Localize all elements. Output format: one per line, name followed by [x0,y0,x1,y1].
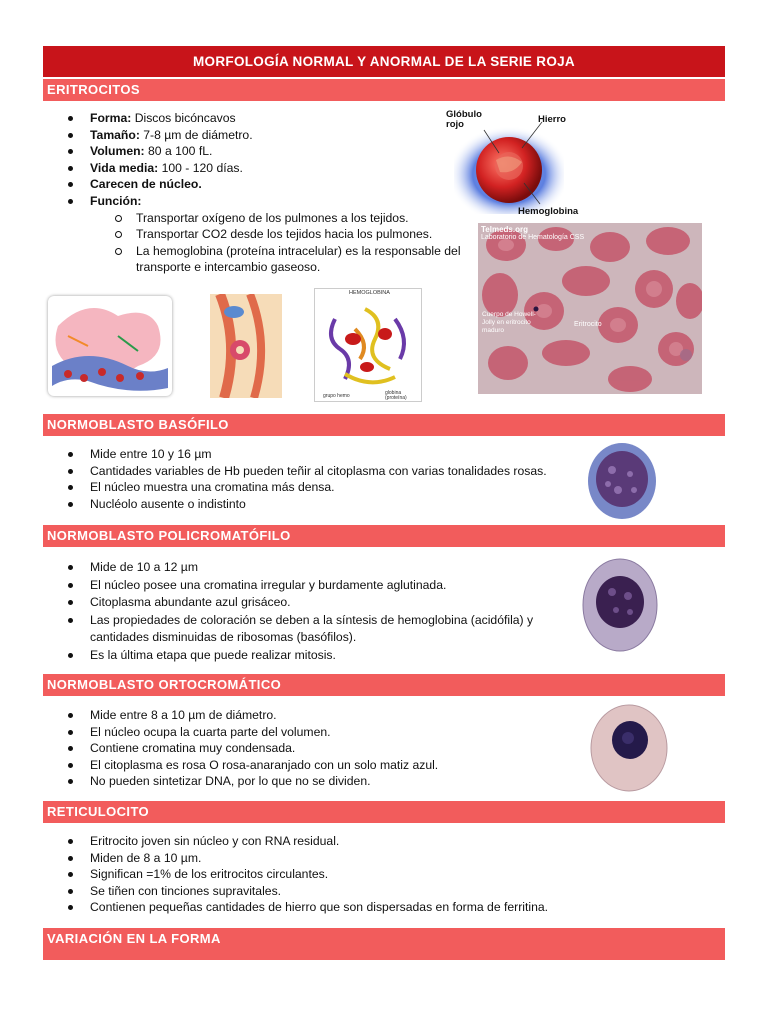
list-item: El núcleo ocupa la cuarta parte del volumen. [43,724,583,741]
list-item: Vida media: 100 - 120 días. [43,160,463,177]
list-item: Citoplasma abundante azul grisáceo. [43,594,573,612]
list-item: Es la última etapa que puede realizar mitosis. [43,647,573,665]
eritrocitos-list [43,110,463,276]
list-item: Se tiñen con tinciones supravitales. [43,883,683,900]
list-item: El citoplasma es rosa O rosa-anaranjado con un solo matiz azul. [43,757,583,774]
blood-smear-photo [478,223,702,394]
label-telmeds-lab: Laboratorio de Hematología CSS [481,234,585,241]
list-item: Nucléolo ausente o indistinto [43,496,583,513]
label-eritrocito: Eritrocito [574,321,602,328]
list-item: Significan =1% de los eritrocitos circulantes. [43,866,683,883]
list-item: Contiene cromatina muy condensada. [43,740,583,757]
label-telmeds-site: Telmeds.org [481,225,528,234]
basofilo-list [43,446,583,512]
sub-list-item: La hemoglobina (proteína intracelular) es la responsable del transporte e intercambio gaseoso. [90,243,463,276]
policromatofilo-list [43,559,573,664]
hemoglobin-structure-illustration [314,288,422,402]
list-item: Contienen pequeñas cantidades de hierro que son dispersadas en forma de ferritina. [43,899,683,916]
label-globina: globina (proteína) [385,390,407,401]
section-header-reticulocito: RETICULOCITO [43,801,725,823]
list-item: Tamaño: 7-8 µm de diámetro. [43,127,463,144]
red-blood-cell-diagram [444,108,582,219]
list-item: Carecen de núcleo. [43,176,463,193]
label-hemoglobina: Hemoglobina [518,206,579,217]
page-title: MORFOLOGÍA NORMAL Y ANORMAL DE LA SERIE ROJA [43,46,725,77]
list-item: Las propiedades de coloración se deben a la síntesis de hemoglobina (acidófila) y cantidades disminuidas de ribosomas (basófilos). [43,612,573,647]
list-item: Cantidades variables de Hb pueden teñir al citoplasma con varias tonalidades rosas. [43,463,583,480]
section-header-variacion: VARIACIÓN EN LA FORMA [43,928,725,960]
funcion-sublist [90,210,463,276]
list-item: Miden de 8 a 10 µm. [43,850,683,867]
list-item: El núcleo muestra una cromatina más densa. [43,479,583,496]
list-item: Volumen: 80 a 100 fL. [43,143,463,160]
ortocromatico-list [43,707,583,790]
orthochromatic-normoblast-image [588,702,670,794]
polychromatophilic-normoblast-image [580,556,660,654]
list-item: No pueden sintetizar DNA, por lo que no se dividen. [43,773,583,790]
reticulocito-list [43,833,683,916]
list-item: Eritrocito joven sin núcleo y con RNA residual. [43,833,683,850]
section-header-policromatofilo: NORMOBLASTO POLICROMATÓFILO [43,525,725,547]
alveolus-exchange-illustration [48,296,172,396]
label-howell-jolly: Cuerpo de Howell-Jolly en eritrocito maduro [482,311,536,334]
section-header-ortocromatico: NORMOBLASTO ORTOCROMÁTICO [43,674,725,696]
sub-list-item: Transportar oxígeno de los pulmones a los tejidos. [90,210,463,227]
label-hierro: Hierro [538,114,566,125]
sub-list-item: Transportar CO2 desde los tejidos hacia los pulmones. [90,226,463,243]
list-item: El núcleo posee una cromatina irregular y burdamente aglutinada. [43,577,573,595]
section-header-basofilo: NORMOBLASTO BASÓFILO [43,414,725,436]
label-hemoglobina-diagram: HEMOGLOBINA [349,290,390,296]
list-item: Mide de 10 a 12 µm [43,559,573,577]
label-globulo: Glóbulo rojo [446,109,482,130]
list-item: Mide entre 10 y 16 µm [43,446,583,463]
list-item: Función: Transportar oxígeno de los pulmones a los tejidos. Transportar CO2 desde los tejidos hacia los pulmones. La hemoglobina (proteína intracelular) es la responsable del transporte e intercambio gaseoso. [43,193,463,276]
list-item: Forma: Discos bicóncavos [43,110,463,127]
section-header-eritrocitos: ERITROCITOS [43,79,725,101]
list-item: Mide entre 8 a 10 µm de diámetro. [43,707,583,724]
capillary-illustration [210,294,282,398]
basophilic-normoblast-image [584,440,660,522]
label-grupo-hemo: grupo hemo [323,393,350,399]
